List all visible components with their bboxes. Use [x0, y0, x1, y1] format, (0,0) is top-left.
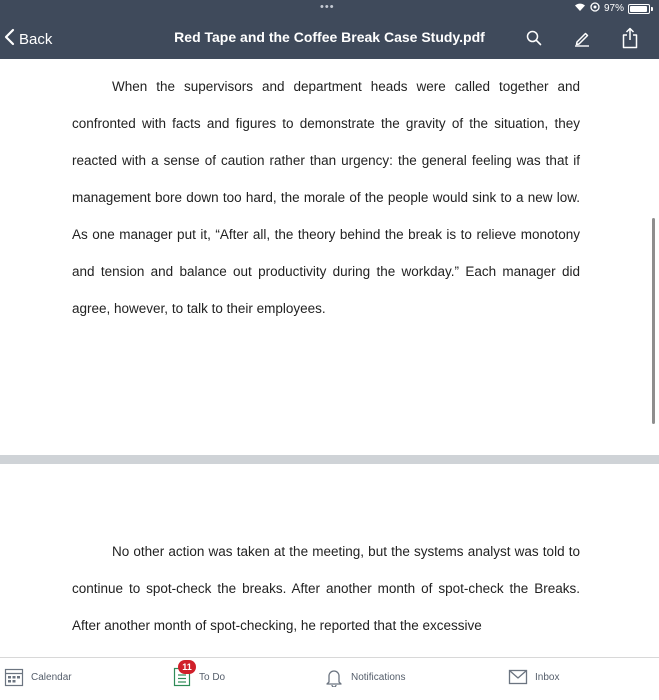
status-bar [0, 0, 659, 19]
page-2-text [72, 533, 580, 644]
tab-label: Notifications [351, 671, 406, 683]
tab-bar [0, 657, 659, 700]
todo-icon [172, 662, 192, 687]
nav-bar [0, 19, 659, 59]
status-indicators [574, 2, 653, 15]
battery-tip [651, 7, 653, 11]
tab-label: Inbox [535, 671, 560, 683]
battery-icon [628, 4, 650, 14]
scroll-indicator[interactable] [652, 218, 655, 424]
markup-pen-icon[interactable] [571, 27, 593, 49]
inbox-icon [508, 667, 528, 687]
tab-inbox[interactable] [508, 667, 559, 687]
paragraph: No other action was taken at the meeting, but the systems analyst was told to continue to spot-check the breaks. After another month of spot-check the Breaks. After another month of spot-checking, he reported that the excessive [72, 544, 580, 633]
orientation-lock-icon [590, 2, 600, 15]
battery-percentage: 97% [603, 3, 624, 14]
bell-icon [324, 667, 344, 687]
pdf-page-2[interactable] [0, 464, 659, 657]
nav-actions [523, 27, 641, 49]
back-label: Back [19, 30, 53, 48]
calendar-icon [4, 667, 24, 687]
battery-fill [630, 6, 647, 12]
page-1-text [72, 68, 580, 327]
todo-badge: 11 [178, 660, 196, 674]
document-title: Red Tape and the Coffee Break Case Study.pdf [174, 29, 485, 45]
share-icon[interactable] [619, 27, 641, 49]
search-icon[interactable] [523, 27, 545, 49]
wifi-icon [574, 2, 586, 15]
multitask-dots[interactable]: ••• [320, 1, 335, 13]
pdf-page-1[interactable] [0, 59, 659, 455]
tab-notifications[interactable] [324, 667, 405, 687]
tab-label: To Do [199, 671, 226, 683]
tab-label: Calendar [31, 671, 72, 683]
tab-todo[interactable] [172, 662, 226, 687]
tab-calendar[interactable] [4, 667, 72, 687]
paragraph: When the supervisors and department heads were called together and confronted with facts and figures to demonstrate the gravity of the situation, they reacted with a sense of caution rather than urgency: the general feeling was that if management bore down too hard, the morale of the people would sink to a new low. As one manager put it, “After all, the theory behind the break is to relieve monotony and tension and balance out productivity during the workday.” Each manager did agree, however, to talk to their employees. [72, 79, 580, 316]
page-separator [0, 455, 659, 464]
